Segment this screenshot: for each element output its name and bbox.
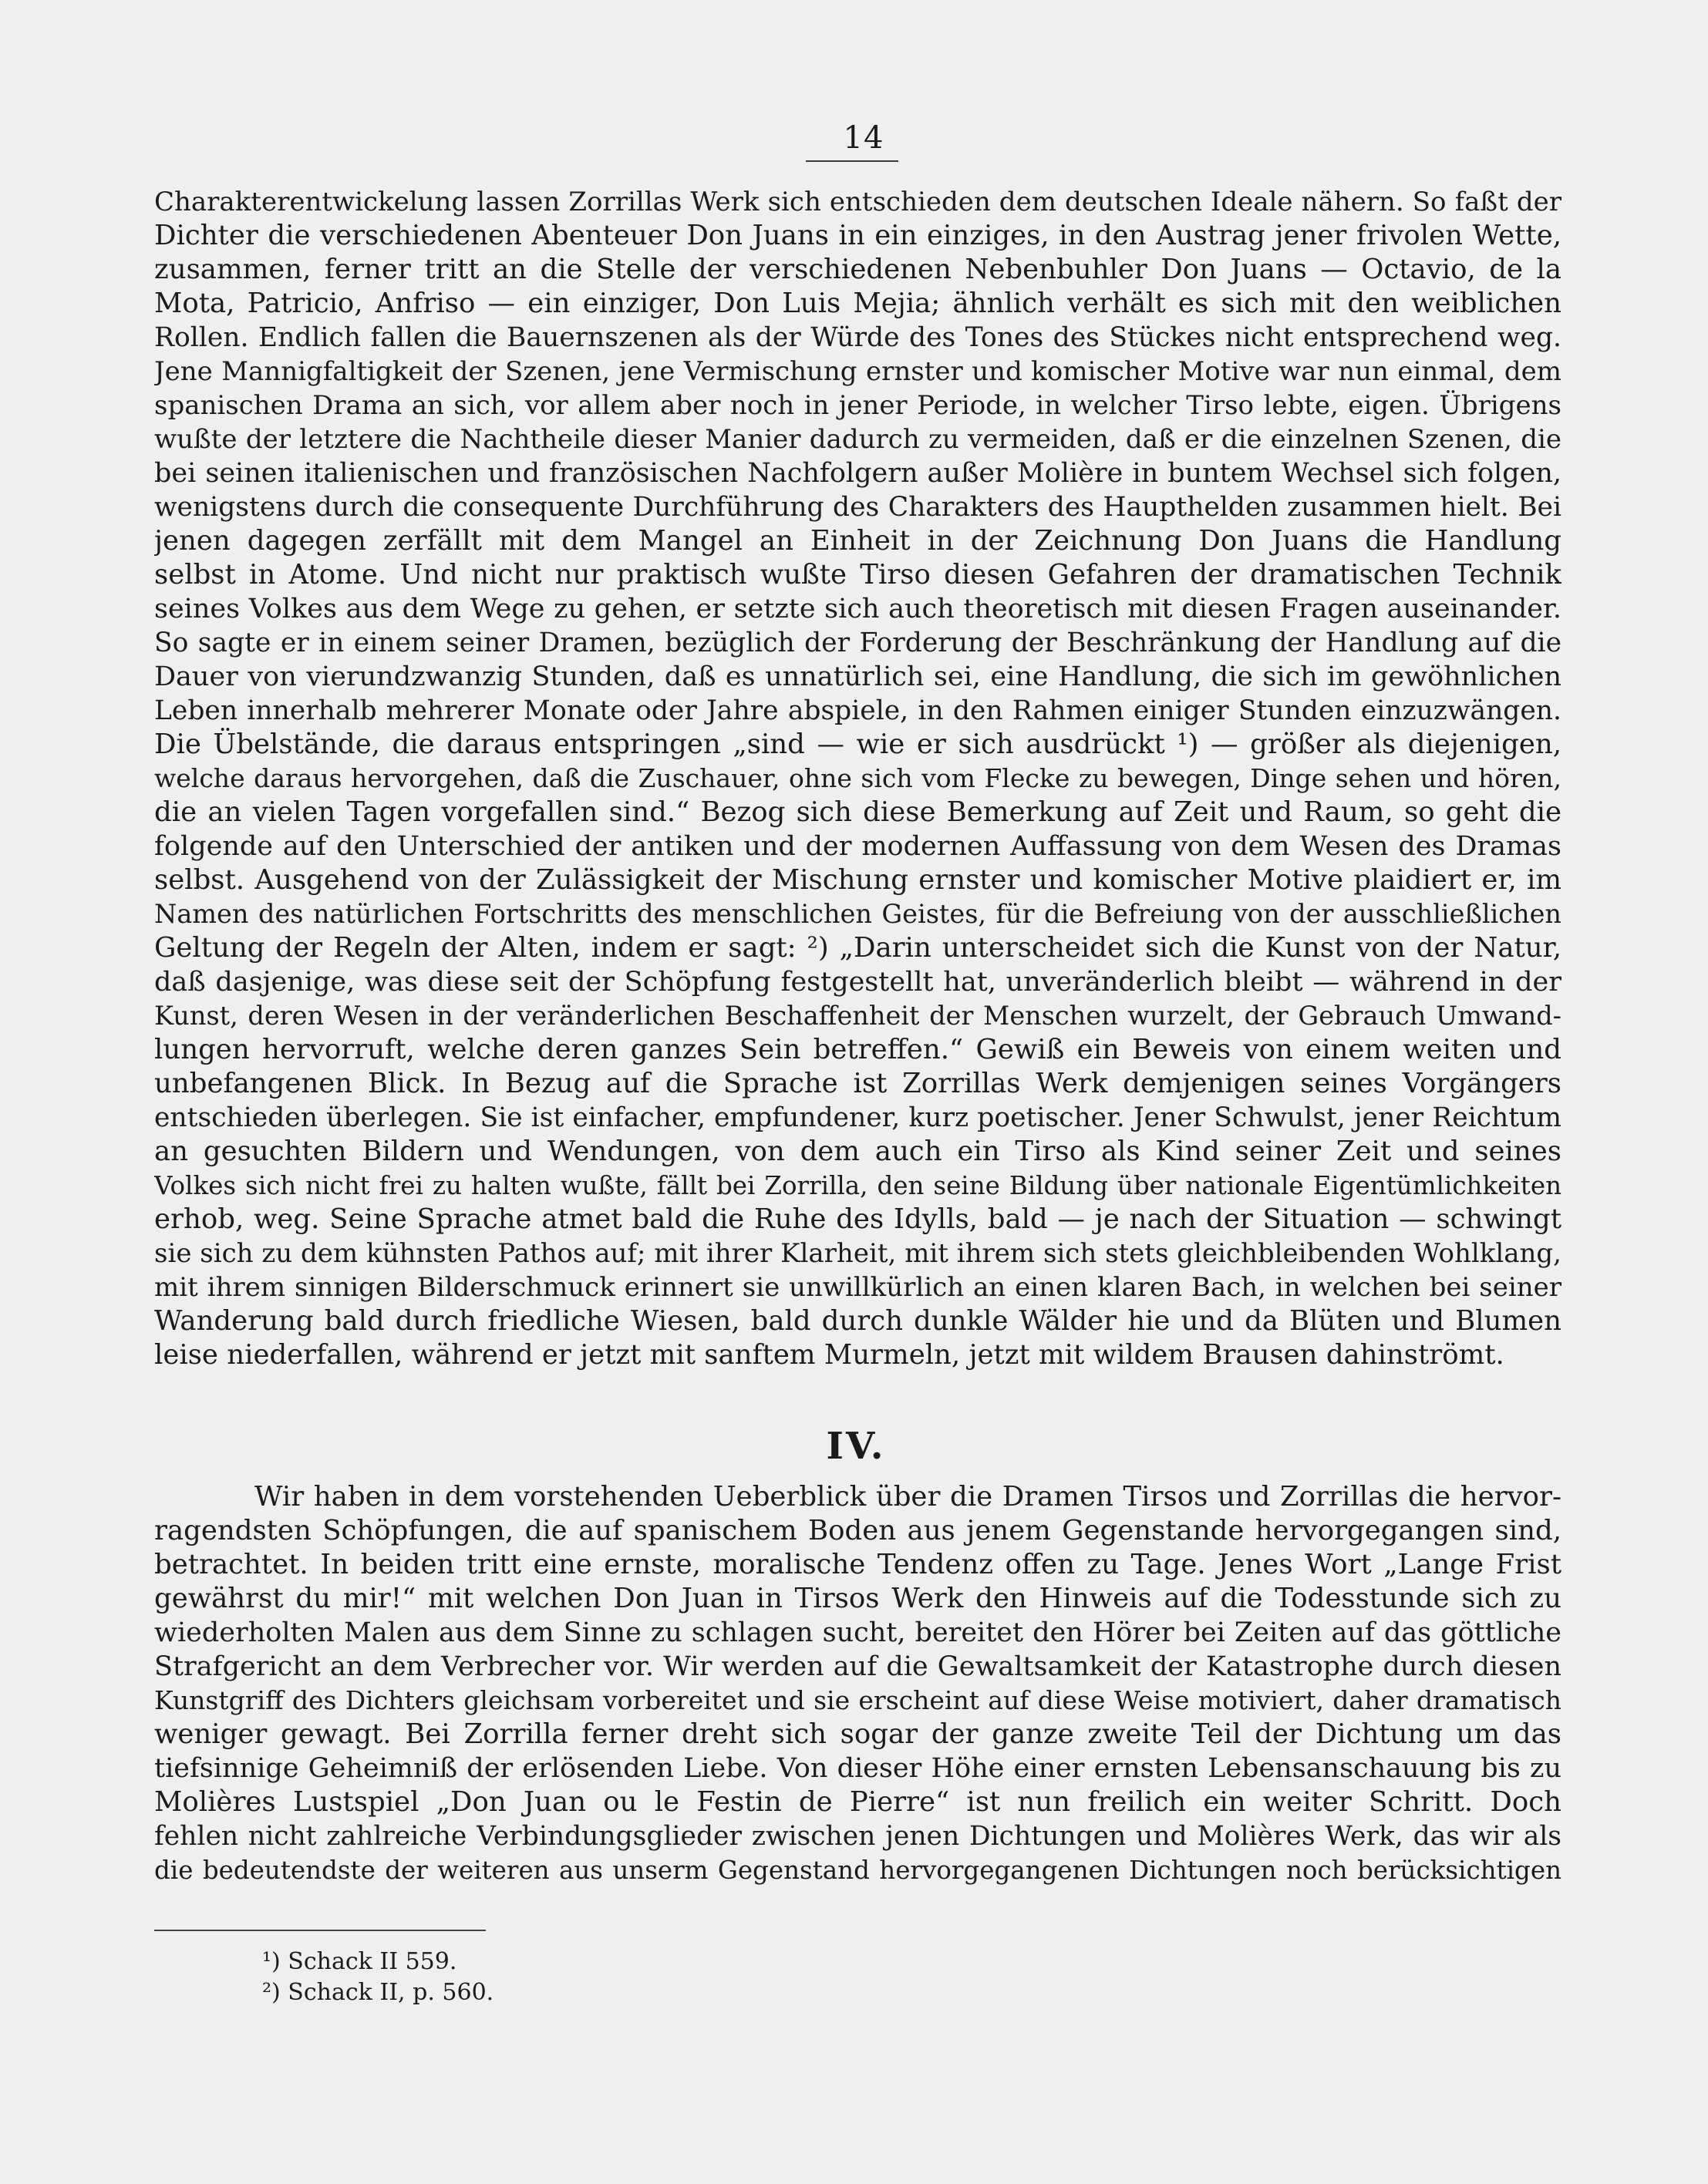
text-line: leise niederfallen, während er jetzt mit sanftem Murmeln, jetzt mit wildem Brausen dahinströmt. xyxy=(154,1339,1504,1371)
text-line: Die Übelstände, die daraus entspringen „sind — wie er sich ausdrückt ¹) — größer als diejenigen, xyxy=(154,729,1561,760)
text-line: ragendsten Schöpfungen, die auf spanischem Boden aus jenem Gegenstande hervorgegangen sind, xyxy=(154,1515,1561,1546)
text-line: daß dasjenige, was diese seit der Schöpfung festgestellt hat, unveränderlich bleibt — während in der xyxy=(154,967,1561,998)
footnotes xyxy=(262,1947,725,2008)
text-line: gewährst du mir!“ mit welchen Don Juan in Tirsos Werk den Hinweis auf die Todesstunde sich zu xyxy=(154,1583,1561,1614)
text-line: Wir haben in dem vorstehenden Ueberblick über die Dramen Tirsos und Zorrillas die hervor- xyxy=(254,1481,1561,1513)
text-line: seines Volkes aus dem Wege zu gehen, er setzte sich auch theoretisch mit diesen Fragen auseinander. xyxy=(154,594,1561,624)
text-line: selbst. Ausgehend von der Zulässigkeit der Mischung ernster und komischer Motive plaidiert er, im xyxy=(154,864,1561,896)
text-line: weniger gewagt. Bei Zorrilla ferner dreht sich sogar der ganze zweite Teil der Dichtung um das xyxy=(154,1718,1561,1750)
text-line: Kunst, deren Wesen in der veränderlichen Beschaffenheit der Menschen wurzelt, der Gebrauch Umwand- xyxy=(154,1001,1561,1031)
text-line: Rollen. Endlich fallen die Bauernszenen als der Würde des Tones des Stückes nicht entsprechend weg. xyxy=(154,322,1561,353)
text-line: wußte der letztere die Nachtheile dieser Manier dadurch zu vermeiden, daß er die einzelnen Szenen, die xyxy=(154,424,1561,455)
text-line: Geltung der Regeln der Alten, indem er sagt: ²) „Darin unterscheidet sich die Kunst von der Natur, xyxy=(154,932,1561,964)
text-line: die an vielen Tagen vorgefallen sind.“ Bezog sich diese Bemerkung auf Zeit und Raum, so geht die xyxy=(154,796,1561,828)
text-line: selbst in Atome. Und nicht nur praktisch wußte Tirso diesen Gefahren der dramatischen Technik xyxy=(154,559,1561,591)
section-heading: IV. xyxy=(826,1425,886,1468)
paragraph-2 xyxy=(154,1480,1561,1887)
text-line: spanischen Drama an sich, vor allem aber noch in jener Periode, in welcher Tirso lebte, eigen. Übrigens xyxy=(154,390,1561,421)
text-line: fehlen nicht zahlreiche Verbindungsglieder zwischen jenen Dichtungen und Molières Werk, das wir als xyxy=(154,1821,1561,1852)
text-line: jenen dagegen zerfällt mit dem Mangel an Einheit in der Zeichnung Don Juans die Handlung xyxy=(154,525,1561,557)
text-line: mit ihrem sinnigen Bilderschmuck erinnert sie unwillkürlich an einen klaren Bach, in welchen bei seiner xyxy=(154,1272,1561,1303)
text-line: wiederholten Malen aus dem Sinne zu schlagen sucht, bereitet den Hörer bei Zeiten auf das göttliche xyxy=(154,1617,1561,1648)
page-number-rule xyxy=(806,160,898,162)
text-line: welche daraus hervorgehen, daß die Zuschauer, ohne sich vom Flecke zu bewegen, Dinge sehen und hören, xyxy=(154,763,1561,793)
text-line: Leben innerhalb mehrerer Monate oder Jahre abspiele, in den Rahmen einiger Stunden einzuzwängen. xyxy=(154,695,1561,726)
text-line: Dichter die verschiedenen Abenteuer Don Juans in ein einziges, in den Austrag jener frivolen Wette, xyxy=(154,220,1561,251)
text-line: Dauer von vierundzwanzig Stunden, daß es unnatürlich sei, eine Handlung, die sich im gewöhnlichen xyxy=(154,661,1561,692)
text-line: an gesuchten Bildern und Wendungen, von dem auch ein Tirso als Kind seiner Zeit und seines xyxy=(154,1136,1561,1167)
text-line: tiefsinnige Geheimniß der erlösenden Liebe. Von dieser Höhe einer ernsten Lebensanschauung bis zu xyxy=(154,1753,1561,1784)
text-line: Molières Lustspiel „Don Juan ou le Festin de Pierre“ ist nun freilich ein weiter Schritt. Doch xyxy=(154,1786,1561,1818)
text-line: wenigstens durch die consequente Durchführung des Charakters des Haupthelden zusammen hielt. Bei xyxy=(154,492,1561,523)
text-line: Strafgericht an dem Verbrecher vor. Wir werden auf die Gewaltsamkeit der Katastrophe durch diesen xyxy=(154,1651,1561,1682)
text-line: So sagte er in einem seiner Dramen, bezüglich der Forderung der Beschränkung der Handlung auf die xyxy=(154,628,1561,658)
text-line: Mota, Patricio, Anfriso — ein einziger, Don Luis Mejia; ähnlich verhält es sich mit den weiblichen xyxy=(154,288,1561,319)
text-line: erhob, weg. Seine Sprache atmet bald die Ruhe des Idylls, bald — je nach der Situation — schwingt xyxy=(154,1203,1561,1235)
text-line: die bedeutendste der weiteren aus unserm Gegenstand hervorgegangenen Dichtungen noch berücksichtigen xyxy=(154,1856,1561,1885)
text-line: sie sich zu dem kühnsten Pathos auf; mit ihrer Klarheit, mit ihrem sich stets gleichbleibenden Wohlklang, xyxy=(154,1238,1561,1269)
page-number: 14 xyxy=(843,120,884,156)
footnote: ²) Schack II, p. 560. xyxy=(262,1979,494,2006)
text-line: lungen hervorruft, welche deren ganzes Sein betreffen.“ Gewiß ein Beweis von einem weiten und xyxy=(154,1034,1561,1065)
text-line: Wanderung bald durch friedliche Wiesen, bald durch dunkle Wälder hie und da Blüten und Blumen xyxy=(154,1305,1561,1337)
text-line: Jene Mannigfaltigkeit der Szenen, jene Vermischung ernster und komischer Motive war nun einmal, dem xyxy=(154,356,1561,387)
footnote: ¹) Schack II 559. xyxy=(262,1948,457,1975)
text-line: folgende auf den Unterschied der antiken und der modernen Auffassung von dem Wesen des Dramas xyxy=(154,831,1561,862)
text-line: zusammen, ferner tritt an die Stelle der verschiedenen Nebenbuhler Don Juans — Octavio, de la xyxy=(154,254,1561,285)
text-line: Namen des natürlichen Fortschritts des menschlichen Geistes, für die Befreiung von der ausschließlichen xyxy=(154,899,1561,929)
text-line: entschieden überlegen. Sie ist einfacher, empfundener, kurz poetischer. Jener Schwulst, jener Reichtum xyxy=(154,1102,1561,1133)
text-line: Volkes sich nicht frei zu halten wußte, fällt bei Zorrilla, den seine Bildung über nationale Eigentümlichkeiten xyxy=(154,1171,1561,1200)
text-line: Charakterentwickelung lassen Zorrillas Werk sich entschieden dem deutschen Ideale nähern. So faßt der xyxy=(154,187,1561,217)
text-line: unbefangenen Blick. In Bezug auf die Sprache ist Zorrillas Werk demjenigen seines Vorgängers xyxy=(154,1068,1561,1099)
text-line: Kunstgriff des Dichters gleichsam vorbereitet und sie erscheint auf diese Weise motiviert, daher dramatisch xyxy=(154,1685,1561,1715)
footnote-rule xyxy=(154,1930,486,1931)
text-line: bei seinen italienischen und französischen Nachfolgern außer Molière in buntem Wechsel sich folgen, xyxy=(154,458,1561,489)
text-line: betrachtet. In beiden tritt eine ernste, moralische Tendenz offen zu Tage. Jenes Wort „Lange Frist xyxy=(154,1549,1561,1580)
paragraph-1 xyxy=(154,185,1561,1372)
